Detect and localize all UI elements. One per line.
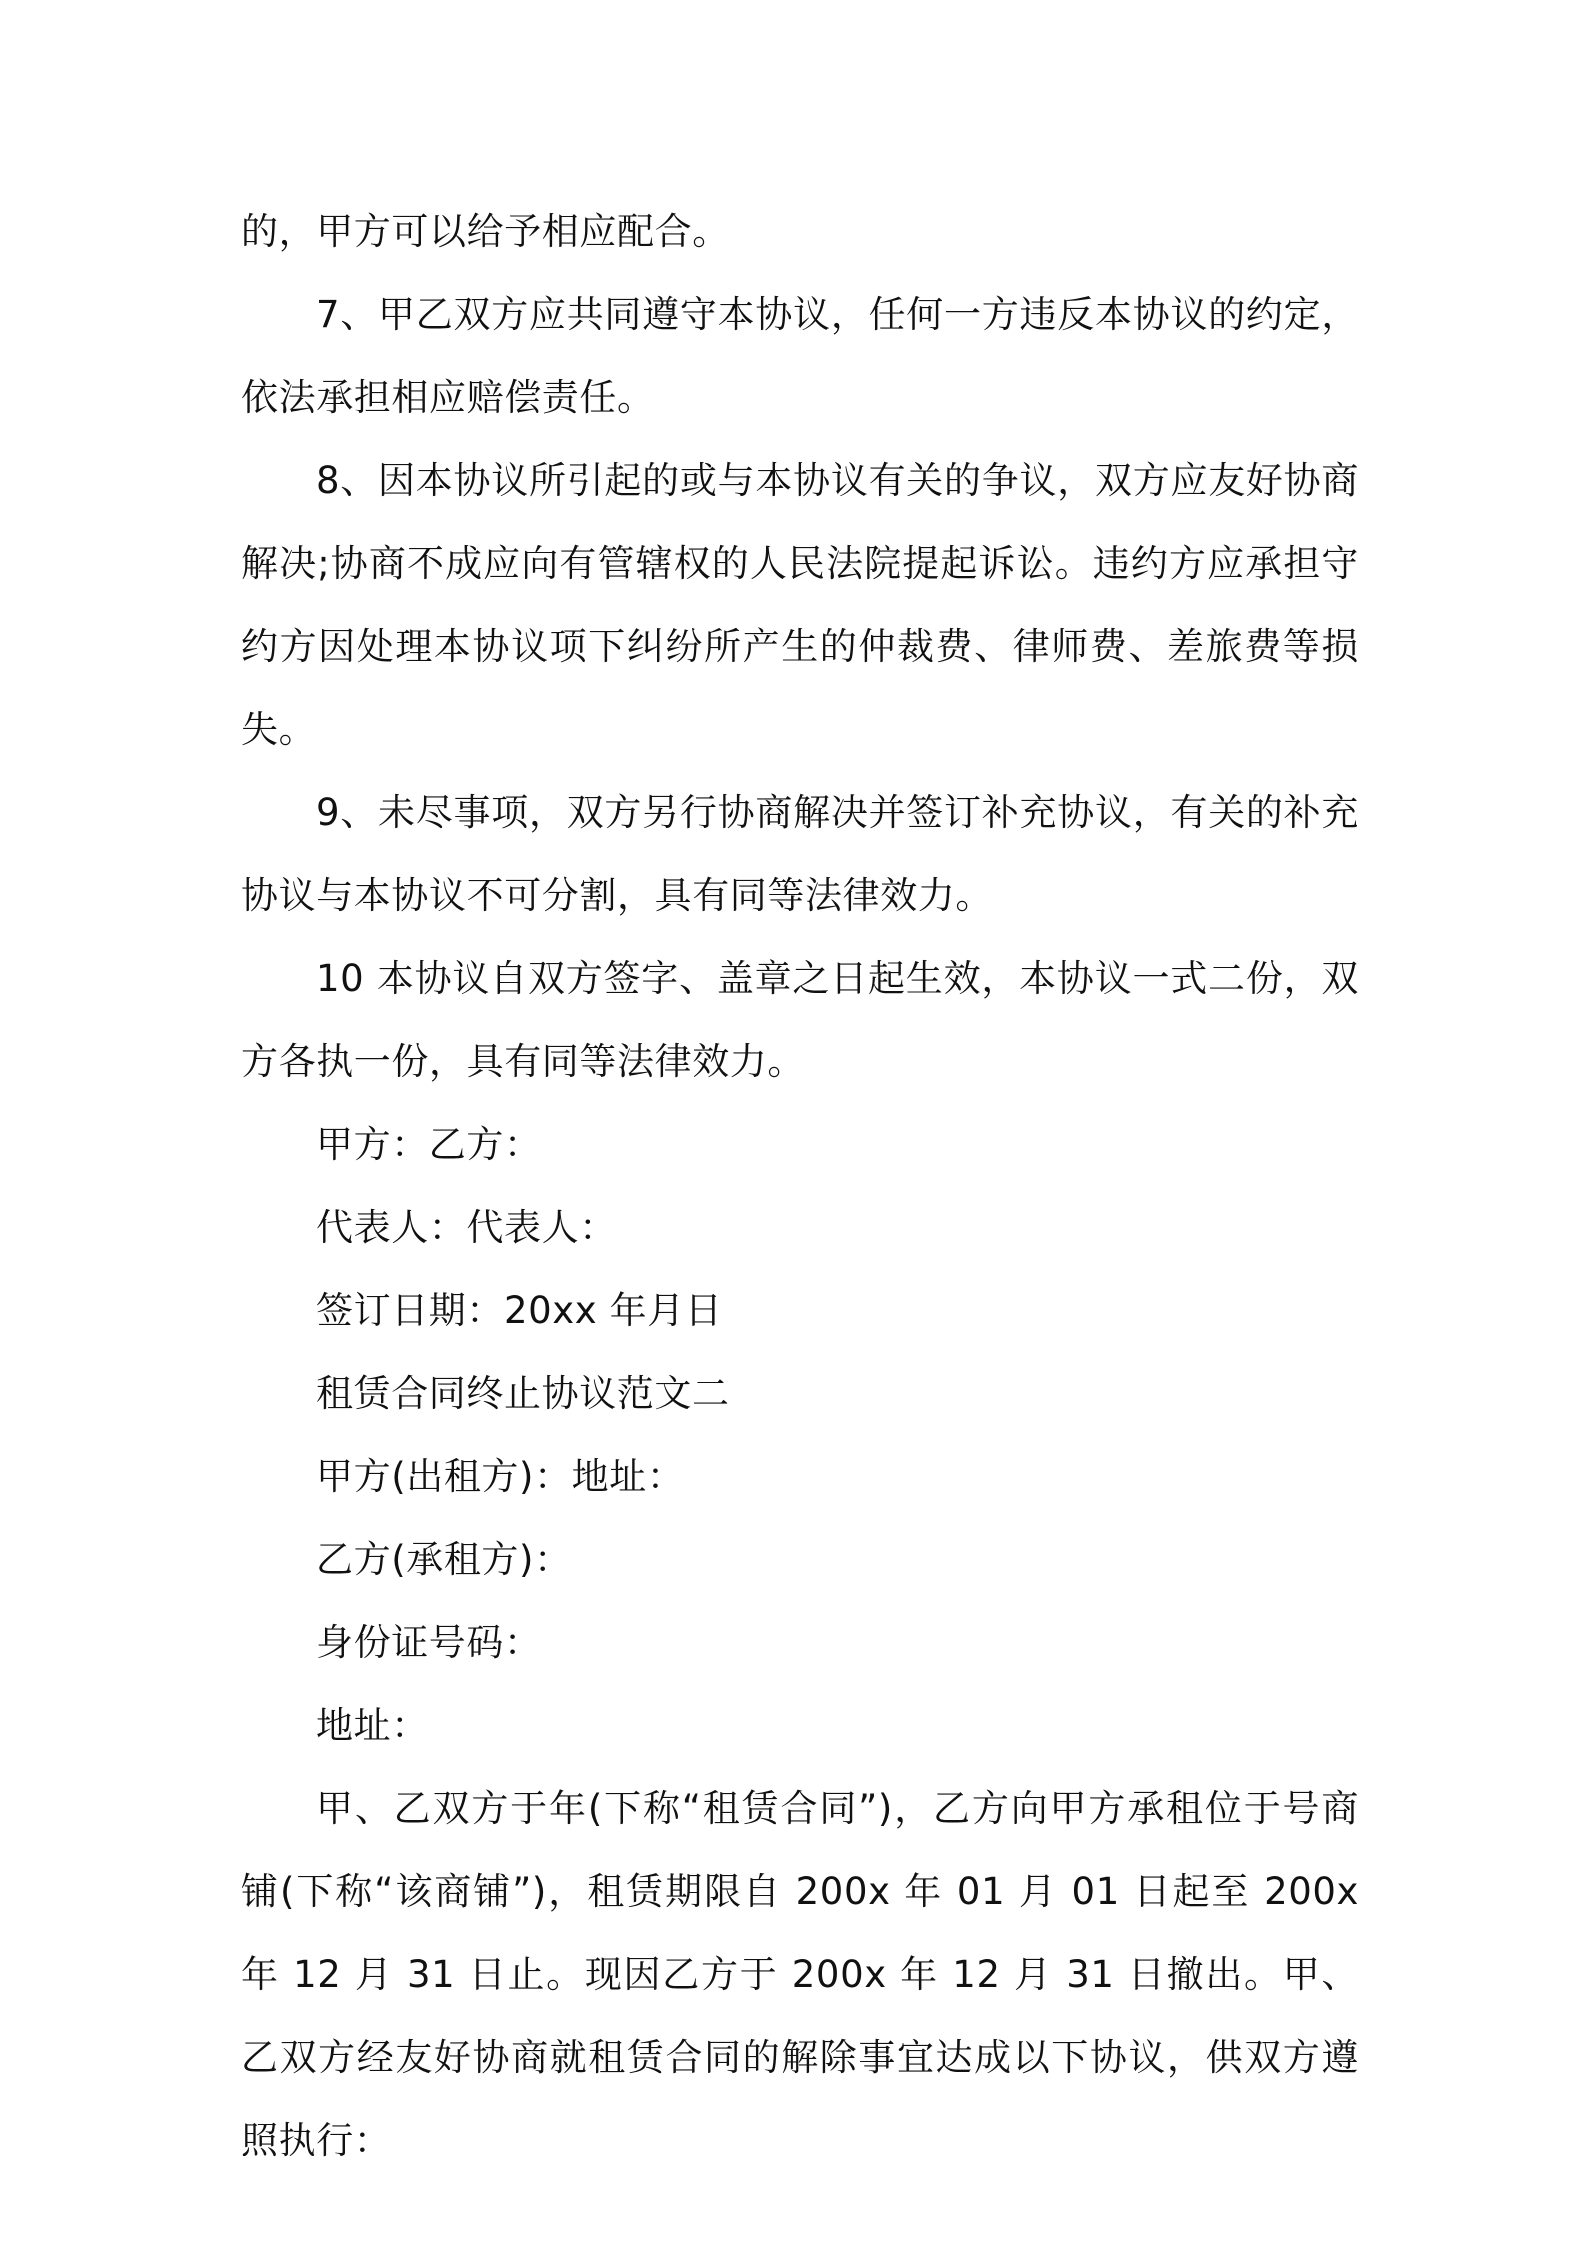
clause-8: 8、因本协议所引起的或与本协议有关的争议，双方应友好协商解决;协商不成应向有管辖权的人民法院提起诉讼。违约方应承担守约方因处理本协议项下纠纷所产生的仲裁费、律师费、差旅费等损失。 (241, 459, 1359, 751)
clause-10: 10 本协议自双方签字、盖章之日起生效，本协议一式二份，双方各执一份，具有同等法律效力。 (241, 957, 1359, 1083)
agreement-preamble: 甲、乙双方于年(下称“租赁合同”)，乙方向甲方承租位于号商铺(下称“该商铺”)，租赁期限自 200x 年 01 月 01 日起至 200x 年 12 月 31 日止。现因乙方于 200x 年 12 月 31 日撤出。甲、乙双方经友好协商就租赁合同的解除事宜达成以下协议，供双方遵照执行： (241, 1787, 1359, 2162)
paragraph-continuation: 的，甲方可以给予相应配合。 (241, 210, 730, 253)
id-number-line: 身份证号码： (316, 1621, 542, 1664)
address-line: 地址： (316, 1704, 429, 1747)
party-a-line: 甲方(出租方)：地址： (316, 1455, 685, 1498)
signature-parties: 甲方：乙方： (316, 1123, 542, 1166)
document-body (241, 190, 1359, 2182)
clause-7: 7、甲乙双方应共同遵守本协议，任何一方违反本协议的约定，依法承担相应赔偿责任。 (241, 293, 1359, 419)
clause-9: 9、未尽事项，双方另行协商解决并签订补充协议，有关的补充协议与本协议不可分割，具有同等法律效力。 (241, 791, 1359, 917)
signature-date: 签订日期：20xx 年月日 (316, 1289, 723, 1332)
party-b-line: 乙方(承租方)： (316, 1538, 572, 1581)
section-heading: 租赁合同终止协议范文二 (316, 1372, 730, 1415)
signature-representatives: 代表人：代表人： (316, 1206, 617, 1249)
